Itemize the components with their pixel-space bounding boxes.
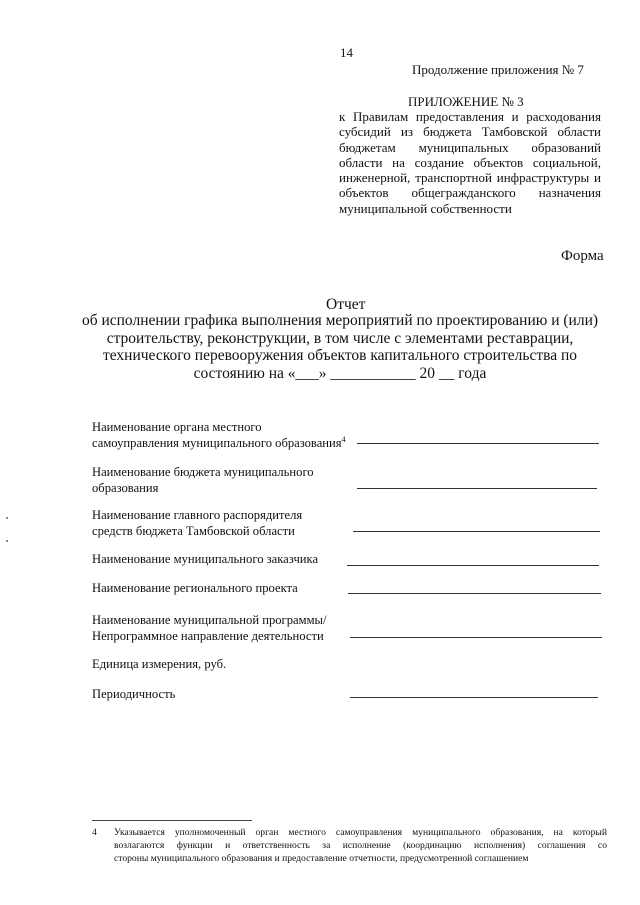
page-number: 14 xyxy=(340,45,353,60)
margin-mark xyxy=(6,517,8,519)
field-input-line-local-authority[interactable] xyxy=(357,443,599,444)
field-label-municipal-budget: Наименование бюджета муниципального образования xyxy=(92,465,314,495)
field-input-line-municipal-budget[interactable] xyxy=(357,488,597,489)
appendix-description xyxy=(339,109,601,216)
appendix-line: к Правилам предоставления и расходования xyxy=(339,109,601,124)
appendix-line: объектов общегражданского назначения xyxy=(339,185,601,201)
appendix-line: области на создание объектов социальной, xyxy=(339,154,601,170)
field-input-line-periodicity[interactable] xyxy=(350,697,598,698)
footnote-number: 4 xyxy=(92,827,97,838)
footnote-ref[interactable]: 4 xyxy=(341,434,346,444)
report-subtitle-line: технического перевооружения объектов капитального строительства по xyxy=(102,347,578,364)
field-input-line-chief-administrator[interactable] xyxy=(353,531,600,532)
report-title: Отчет xyxy=(326,296,366,313)
footnote-text: Указывается уполномоченный орган местного самоуправления муниципального образования, на который возлагаются функции и ответственность за исполнение (координацию исполнения) соглашения со стороны муниципального образования и предоставление отчетности, предусмотренной соглашением xyxy=(114,827,607,864)
appendix-line: инженерной, транспортной инфраструктуры и xyxy=(339,170,601,186)
footnote-separator xyxy=(92,820,252,821)
field-input-line-regional-project[interactable] xyxy=(348,593,601,594)
report-subtitle-line: состоянию на «___» ___________ 20 __ года xyxy=(193,364,487,382)
field-label-municipal-program: Наименование муниципальной программы/ Непрограммное направление деятельности xyxy=(92,613,327,643)
appendix-continuation: Продолжение приложения № 7 xyxy=(412,62,584,77)
report-subtitle xyxy=(60,312,620,382)
field-label-periodicity: Периодичность xyxy=(92,687,176,701)
field-label-municipal-customer: Наименование муниципального заказчика xyxy=(92,552,319,566)
report-subtitle-line: строительству, реконструкции, в том числе с элементами реставрации, xyxy=(106,329,574,347)
appendix-line: бюджетам муниципальных образований xyxy=(339,139,601,155)
form-label: Форма xyxy=(561,248,604,264)
field-label-regional-project: Наименование регионального проекта xyxy=(92,581,298,595)
margin-mark xyxy=(6,540,8,542)
field-label-chief-administrator: Наименование главного распорядителя средств бюджета Тамбовской области xyxy=(92,508,303,538)
field-label-local-authority: Наименование органа местного самоуправления муниципального образования$^4$ xyxy=(92,420,346,450)
footnote xyxy=(92,826,607,865)
appendix-line: субсидий из бюджета Тамбовской области xyxy=(339,124,601,140)
appendix-line: муниципальной собственности xyxy=(339,200,512,216)
field-input-line-municipal-customer[interactable] xyxy=(347,565,599,566)
appendix-title: ПРИЛОЖЕНИЕ № 3 xyxy=(408,94,524,109)
field-label-unit: Единица измерения, руб. xyxy=(92,657,227,671)
report-subtitle-line: об исполнении графика выполнения мероприятий по проектированию и (или) xyxy=(81,312,599,329)
field-input-line-municipal-program[interactable] xyxy=(350,637,602,638)
